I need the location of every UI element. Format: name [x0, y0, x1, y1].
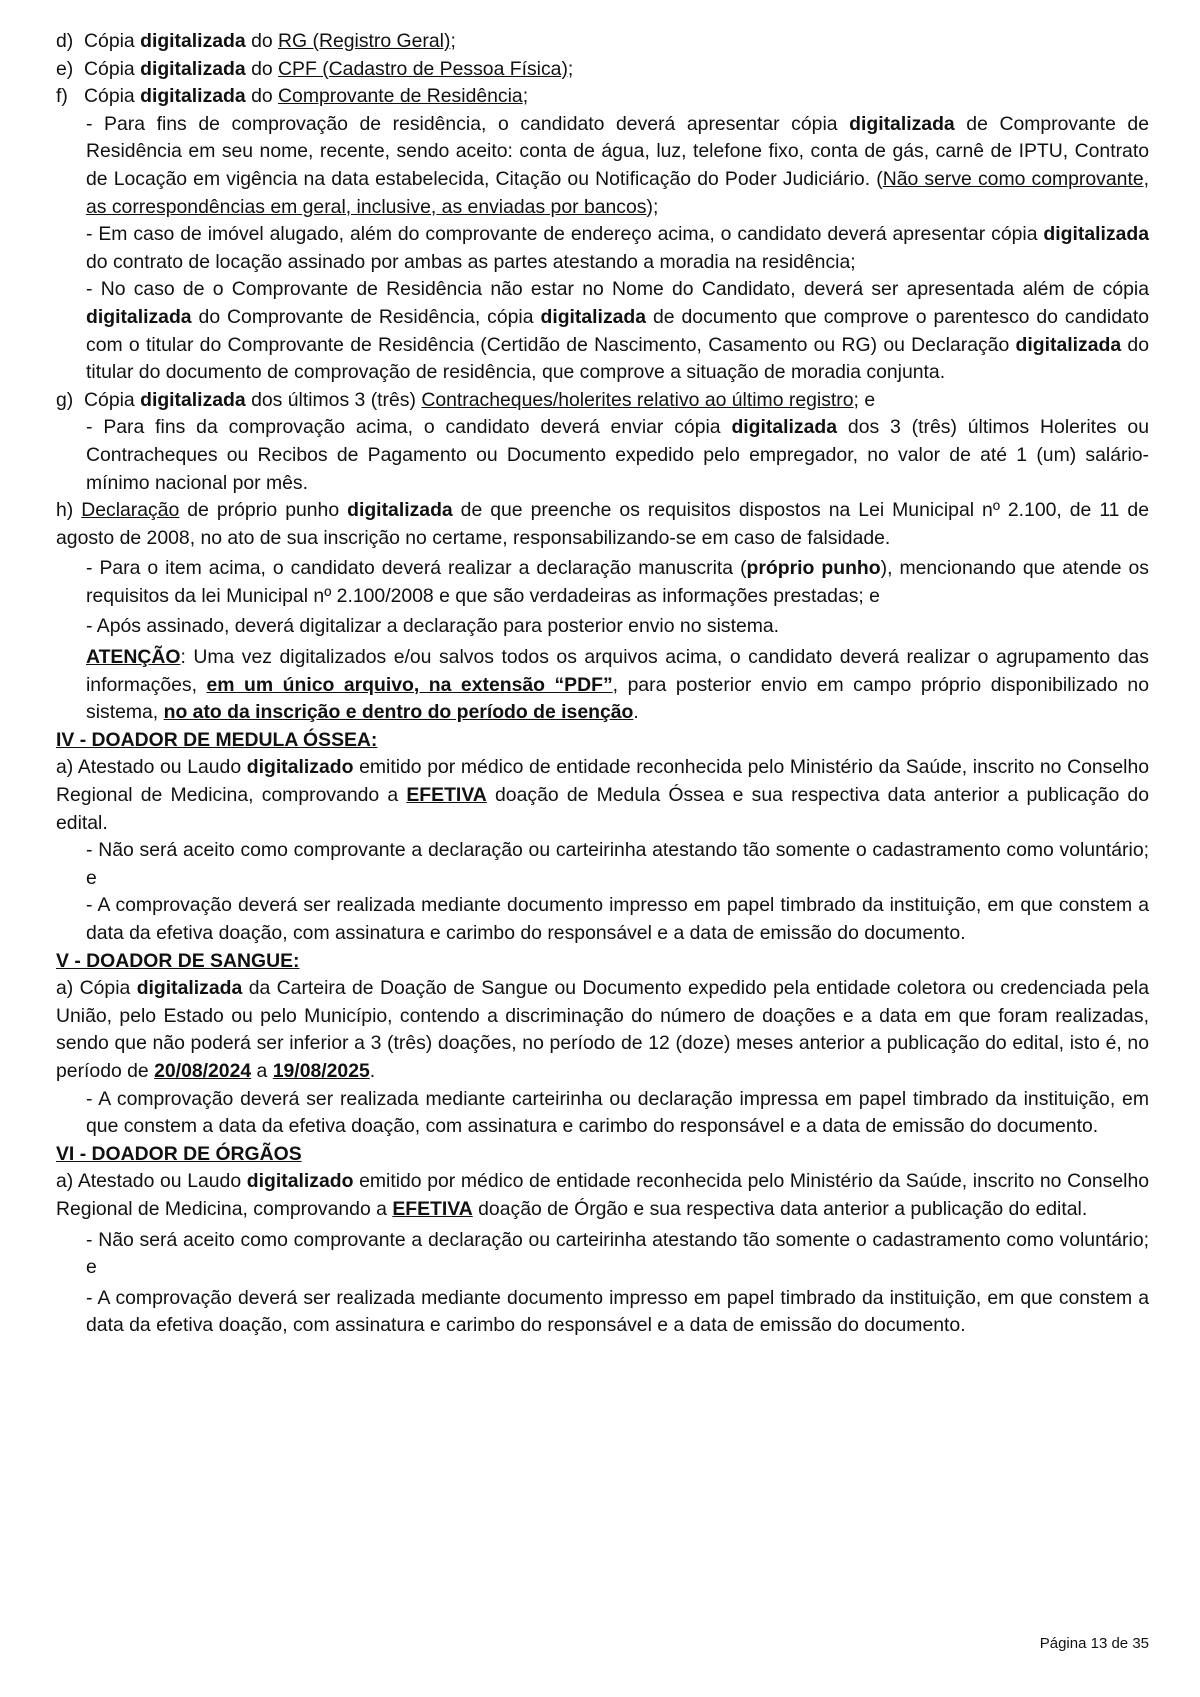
- underlined-term: Contracheques/holerites relativo ao último registro: [421, 388, 854, 411]
- document-body: [56, 28, 1149, 1340]
- date-start: 20/08/2024: [154, 1059, 252, 1082]
- section-heading-vi: VI - DOADOR DE ÓRGÃOS: [56, 1142, 302, 1165]
- section-heading-v: V - DOADOR DE SANGUE:: [56, 949, 300, 972]
- sub-paragraph: - A comprovação deverá ser realizada mediante documento impresso em papel timbrado da instituição, em que constem a data da efetiva doação, com assinatura e carimbo do responsável e a data de emissão do documento.: [86, 1286, 1149, 1337]
- sub-paragraph: - A comprovação deverá ser realizada mediante documento impresso em papel timbrado da instituição, em que constem a data da efetiva doação, com assinatura e carimbo do responsável e a data de emissão do documento.: [86, 894, 1149, 944]
- sub-paragraph: - Para o item acima, o candidato deverá realizar a declaração manuscrita (próprio punho), mencionando que atende os requisitos da lei Municipal nº 2.100/2008 e que são verdadeiras as informações prestadas; e: [86, 557, 1149, 607]
- sub-paragraph: - Para fins de comprovação de residência, o candidato deverá apresentar cópia digitalizada de Comprovante de Residência em seu nome, recente, sendo aceito: conta de água, luz, telefone fixo, conta de gás, carnê de IPTU, Contrato de Locação em vigência na data estabelecida, Citação ou Notificação do Poder Judiciário. (Não serve como comprovante, as correspondências em geral, inclusive, as enviadas por bancos);: [86, 112, 1150, 218]
- underlined-term: Comprovante de Residência: [278, 85, 523, 108]
- item-marker: e): [56, 57, 74, 80]
- attention-note: ATENÇÃO: Uma vez digitalizados e/ou salvos todos os arquivos acima, o candidato deverá realizar o agrupamento das informações, em um único arquivo, na extensão “PDF”, para posterior envio em campo próprio disponibilizado no sistema, no ato da inscrição e dentro do período de isenção.: [86, 646, 1149, 724]
- item-marker: g): [56, 388, 74, 411]
- sub-paragraph: - No caso de o Comprovante de Residência não estar no Nome do Candidato, deverá ser apresentada além de cópia digitalizada do Comprovante de Residência, cópia digitalizada de documento que comprove o parentesco do candidato com o titular do Comprovante de Residência (Certidão de Nascimento, Casamento ou RG) ou Declaração digitalizada do titular do documento de comprovação de residência, que comprove a situação de moradia conjunta.: [86, 278, 1149, 384]
- list-item-d: d) Cópia digitalizada do RG (Registro Geral);: [56, 30, 456, 52]
- list-item-g: g) Cópia digitalizada dos últimos 3 (três) Contracheques/holerites relativo ao último registro; e: [56, 388, 876, 411]
- date-end: 19/08/2025: [272, 1059, 370, 1082]
- list-item-h: h) Declaração de próprio punho digitalizada de que preenche os requisitos dispostos na Lei Municipal nº 2.100, de 11 de agosto de 2008, no ato de sua inscrição no certame, responsabilizando-se em caso de falsidade.: [56, 499, 1149, 549]
- item-marker: d): [56, 30, 74, 52]
- attention-label: ATENÇÃO: [86, 646, 181, 669]
- underlined-term: CPF (Cadastro de Pessoa Física): [278, 57, 568, 80]
- section-vi-item-a: a) Atestado ou Laudo digitalizado emitido por médico de entidade reconhecida pelo Ministério da Saúde, inscrito no Conselho Regional de Medicina, comprovando a EFETIVA doação de Órgão e sua respectiva data anterior a publicação do edital.: [56, 1170, 1150, 1220]
- item-marker: h): [56, 499, 82, 522]
- item-marker: f): [56, 85, 68, 108]
- section-heading-iv: IV - DOADOR DE MEDULA ÓSSEA:: [56, 728, 378, 751]
- sub-paragraph: - Para fins da comprovação acima, o candidato deverá enviar cópia digitalizada dos 3 (três) últimos Holerites ou Contracheques ou Recibos de Pagamento ou Documento expedido pelo empregador, no valor de até 1 (um) salário-mínimo nacional por mês.: [86, 416, 1149, 494]
- sub-paragraph: - Não será aceito como comprovante a declaração ou carteirinha atestando tão somente o cadastramento como voluntário; e: [86, 839, 1149, 889]
- sub-paragraph: - Após assinado, deverá digitalizar a declaração para posterior envio no sistema.: [86, 615, 780, 638]
- underlined-term: RG (Registro Geral): [278, 30, 451, 52]
- underlined-term: Declaração: [81, 499, 180, 522]
- section-iv-item-a: a) Atestado ou Laudo digitalizado emitido por médico de entidade reconhecida pelo Ministério da Saúde, inscrito no Conselho Regional de Medicina, comprovando a EFETIVA doação de Medula Óssea e sua respectiva data anterior a publicação do edital.: [56, 756, 1150, 834]
- sub-paragraph: - Em caso de imóvel alugado, além do comprovante de endereço acima, o candidato deverá apresentar cópia digitalizada do contrato de locação assinado por ambas as partes atestando a moradia na residência;: [86, 223, 1149, 273]
- section-v-item-a: a) Cópia digitalizada da Carteira de Doação de Sangue ou Documento expedido pela entidade coletora ou credenciada pela União, pelo Estado ou pelo Município, contendo a discriminação do número de doações e a data em que foram realizadas, sendo que não poderá ser inferior a 3 (três) doações, no período de 12 (doze) meses anterior a publicação do edital, isto é, no período de 20/08/2024 a 19/08/2025.: [56, 977, 1149, 1082]
- page-number: Página 13 de 35: [1039, 1635, 1149, 1652]
- list-item-e: e) Cópia digitalizada do CPF (Cadastro de Pessoa Física);: [56, 57, 574, 80]
- list-item-f: f) Cópia digitalizada do Comprovante de Residência;: [56, 85, 529, 108]
- sub-paragraph: - Não será aceito como comprovante a declaração ou carteirinha atestando tão somente o cadastramento como voluntário; e: [86, 1228, 1149, 1279]
- sub-paragraph: - A comprovação deverá ser realizada mediante carteirinha ou declaração impressa em papel timbrado da instituição, em que constem a data da efetiva doação, com assinatura e carimbo do responsável e a data de emissão do documento.: [86, 1087, 1149, 1138]
